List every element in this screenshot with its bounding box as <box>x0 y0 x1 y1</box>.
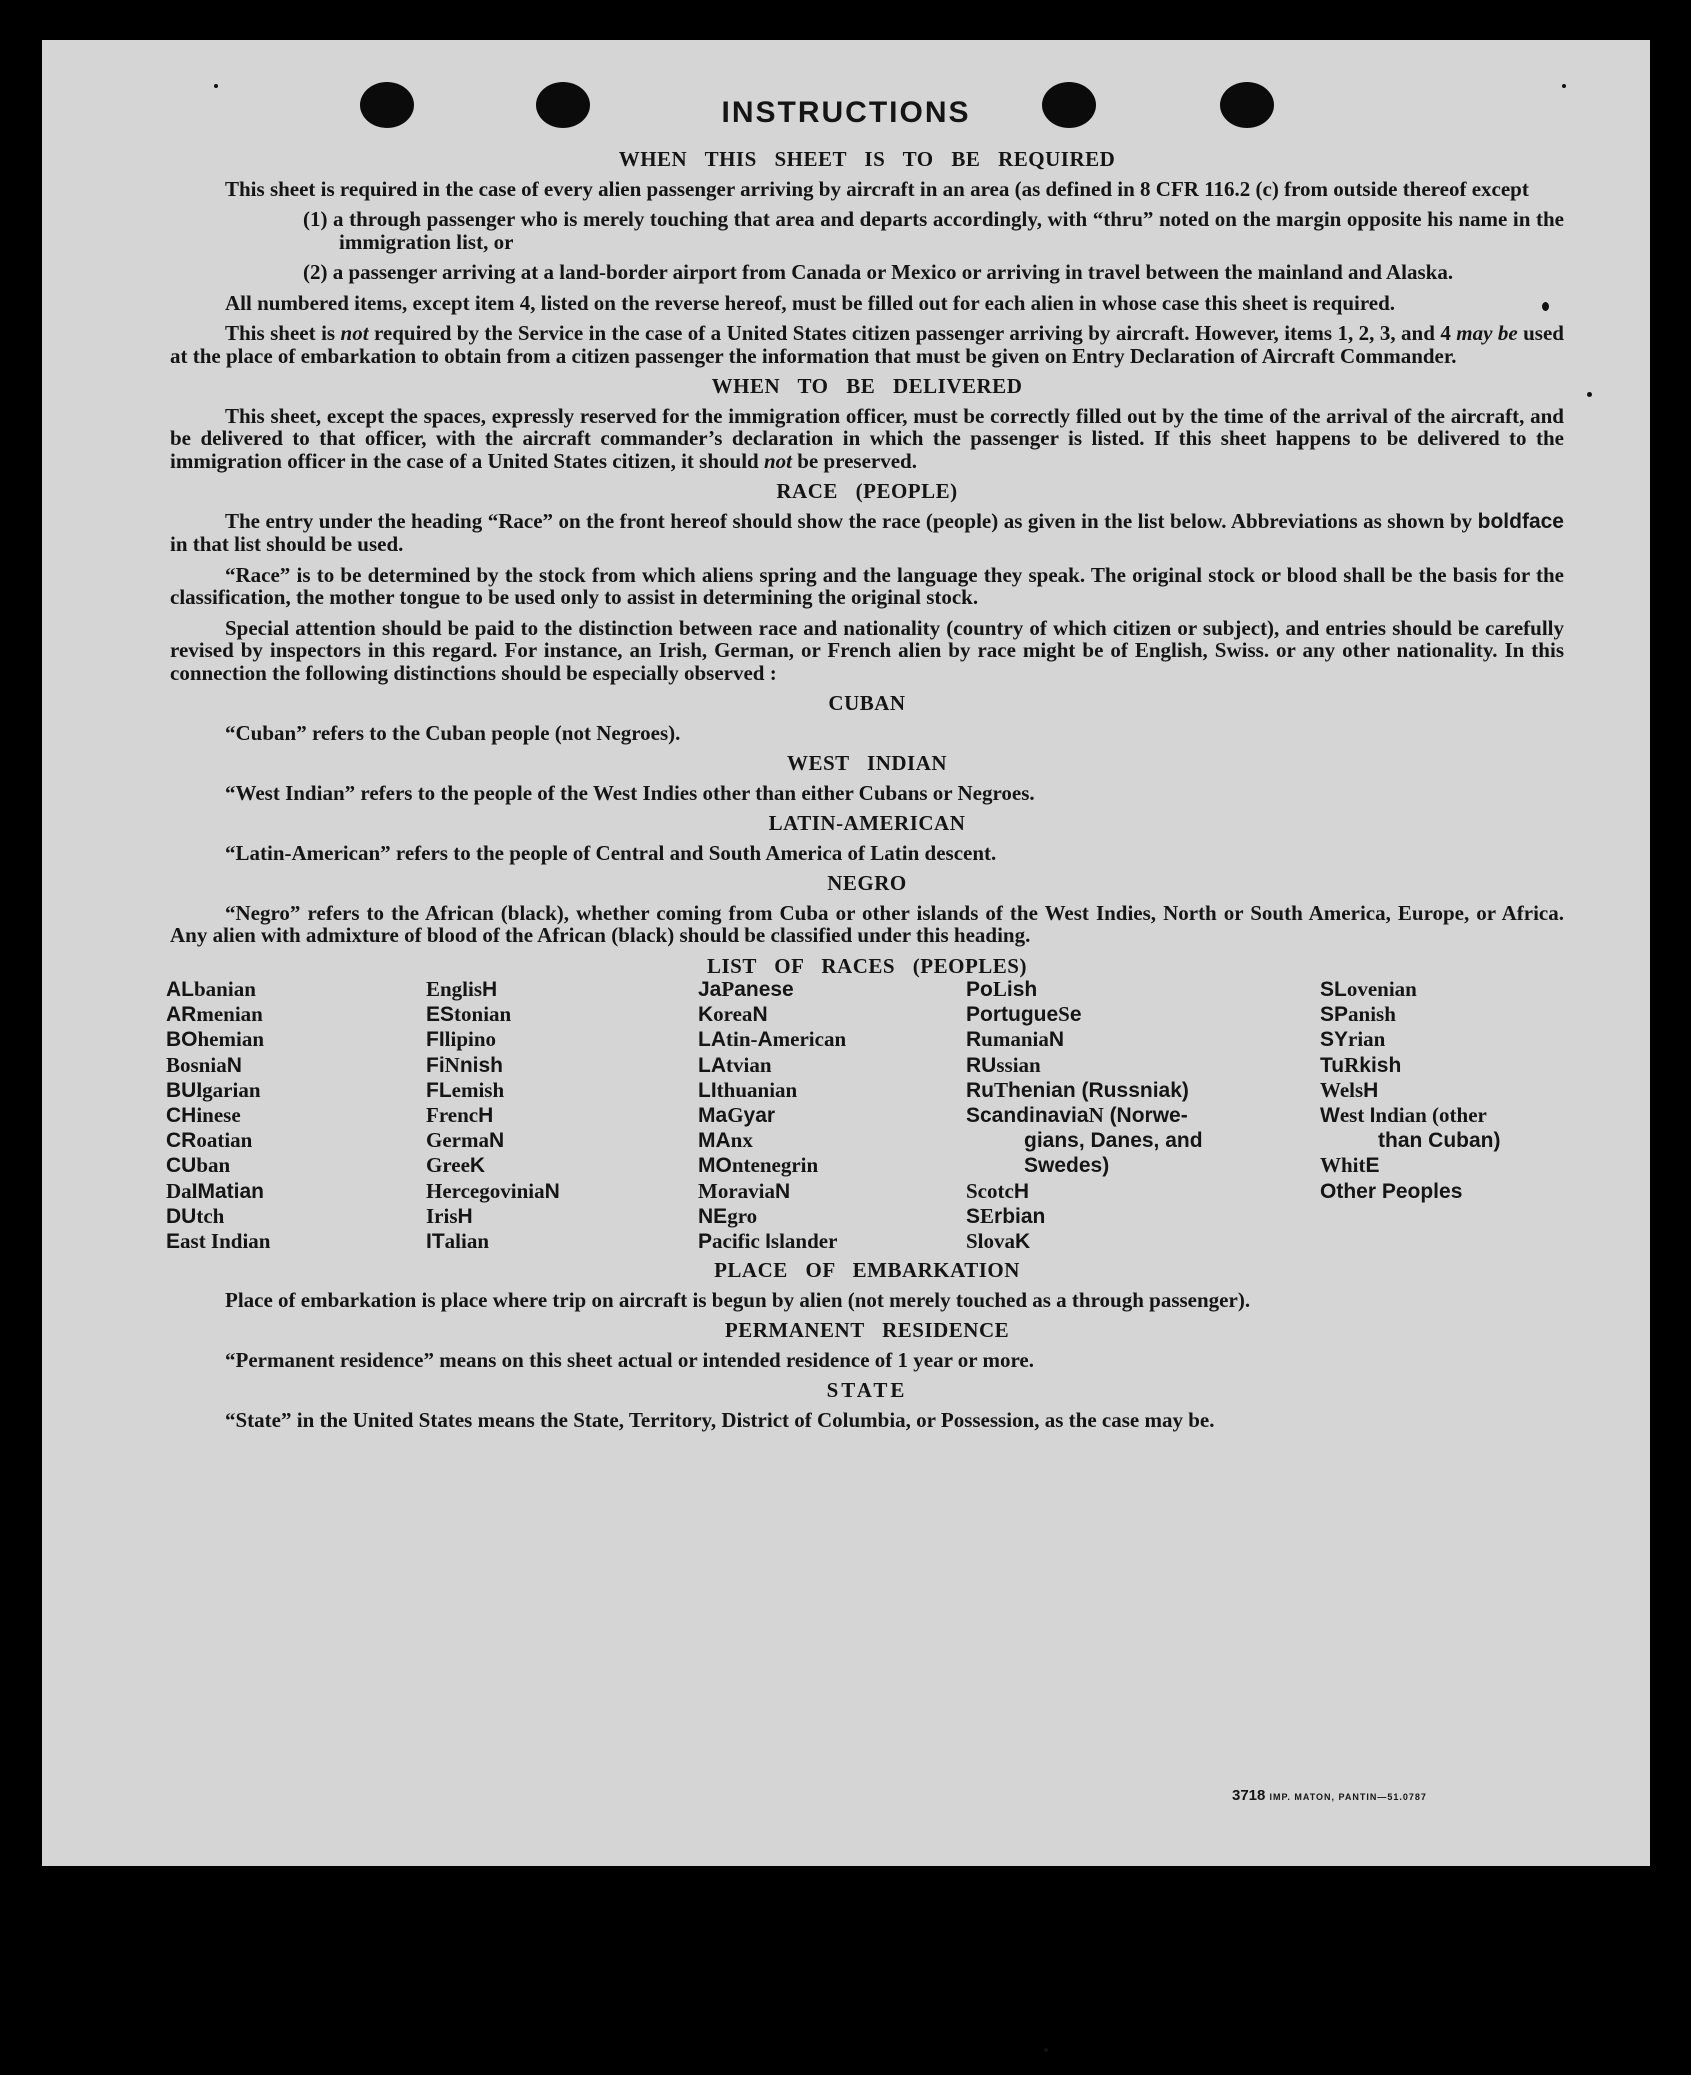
race-abbreviation: AL <box>166 978 194 1001</box>
race-entry <box>166 1229 270 1254</box>
race-abbreviation: Portugue <box>966 1003 1059 1027</box>
race-text: inese <box>196 1102 241 1127</box>
text-run: be preserved. <box>791 448 917 473</box>
emphasis: not <box>763 448 792 473</box>
race-entry <box>966 977 1256 1002</box>
race-text: Frenc <box>426 1102 479 1127</box>
race-entry <box>426 1103 560 1128</box>
race-text: R <box>1344 1052 1360 1077</box>
race-entry <box>966 1204 1256 1229</box>
race-abbreviation: W <box>1320 1103 1340 1127</box>
race-column <box>698 977 846 1254</box>
heading-cuban: CUBAN <box>828 691 906 715</box>
race-text: slander <box>770 1228 838 1253</box>
race-entry <box>1320 977 1564 1002</box>
scan-speck <box>1562 84 1566 88</box>
race-column <box>166 977 270 1254</box>
race-entry <box>698 1053 846 1078</box>
heading-race: RACE (PEOPLE) <box>776 479 958 503</box>
race-abbreviation: AR <box>166 1003 197 1027</box>
race-abbreviation: E <box>166 1229 181 1253</box>
heading-when-delivered: WHEN TO BE DELIVERED <box>711 374 1023 398</box>
race-abbreviation: FL <box>426 1078 452 1102</box>
race-entry <box>698 977 846 1002</box>
form-number: 3718 <box>1232 1787 1266 1804</box>
page-title: INSTRUCTIONS <box>721 96 971 129</box>
race-entry <box>698 1128 846 1153</box>
heading-negro: NEGRO <box>827 871 907 895</box>
race-text: alian <box>444 1228 490 1253</box>
text-run: required by the Service in the case of a United States citizen passenger arriving by aircraft. However, items 1, 2, 3, and 4 <box>368 321 1457 345</box>
race-abbreviation: BU <box>166 1078 197 1102</box>
paragraph: “Race” is to be determined by the stock from which aliens spring and the language they speak. The original stock or blood shall be the basis for the classification, the mother tongue to be used only to assist in determining the original stock. <box>170 562 1564 609</box>
race-entry <box>1320 1153 1564 1178</box>
race-text: tin- <box>726 1027 758 1052</box>
race-abbreviation: (Norwe- <box>1103 1103 1188 1127</box>
race-entry <box>698 1103 846 1128</box>
scan-speck <box>214 84 218 88</box>
paragraph: Place of embarkation is place where trip on aircraft is begun by alien (not merely touched as a through passenger). <box>225 1287 1251 1312</box>
race-abbreviation: K <box>1015 1229 1031 1253</box>
race-entry <box>966 1128 1256 1153</box>
race-text: tvian <box>726 1052 772 1077</box>
race-abbreviation: K <box>469 1154 486 1178</box>
race-entry <box>426 1204 560 1229</box>
race-column <box>1320 977 1564 1204</box>
race-entry <box>426 1078 560 1103</box>
race-entry <box>166 1027 270 1052</box>
race-text: N <box>444 1052 460 1077</box>
race-abbreviation: LA <box>698 1028 726 1052</box>
race-text: ssian <box>996 1052 1041 1077</box>
race-abbreviation: CH <box>166 1103 197 1127</box>
race-abbreviation: A <box>757 1028 773 1052</box>
race-entry <box>166 1204 270 1229</box>
race-entry <box>426 1002 560 1027</box>
race-abbreviation: Swedes) <box>1024 1154 1110 1178</box>
paragraph: All numbered items, except item 4, listed on the reverse hereof, must be filled out for each alien in whose case this sheet is required. <box>225 290 1396 315</box>
race-abbreviation: S <box>966 1204 981 1228</box>
race-abbreviation: N <box>752 1003 768 1027</box>
race-abbreviation: BO <box>166 1028 198 1052</box>
scan-speck <box>1542 302 1549 311</box>
race-abbreviation: LA <box>698 1053 726 1077</box>
race-abbreviation: henian (Russniak) <box>1008 1078 1189 1102</box>
race-entry <box>166 1002 270 1027</box>
race-text: Wels <box>1320 1077 1364 1102</box>
race-text: ban <box>196 1153 231 1178</box>
race-text: hemian <box>197 1027 265 1052</box>
race-abbreviation: than Cuban) <box>1378 1129 1501 1153</box>
race-abbreviation: Ja <box>698 978 722 1001</box>
paragraph <box>170 322 1564 367</box>
race-entry <box>166 1103 270 1128</box>
race-entry <box>1320 1053 1564 1078</box>
race-abbreviation: IT <box>426 1229 445 1253</box>
race-entry <box>426 1179 560 1204</box>
race-text: Iris <box>426 1203 458 1228</box>
race-text: orea <box>713 1002 753 1027</box>
race-abbreviation: H <box>1013 1179 1029 1203</box>
text-run: The entry under the heading “Race” on the front hereof should show the race (people) as given in the list below. Abbreviations as shown by <box>225 508 1478 533</box>
race-abbreviation: nish <box>459 1053 504 1077</box>
emphasis: may be <box>1456 321 1518 345</box>
race-entry <box>166 1128 270 1153</box>
race-abbreviation: MA <box>698 1129 731 1153</box>
emphasis: not <box>340 321 369 345</box>
race-entry <box>966 1053 1256 1078</box>
race-abbreviation: gians, Danes, and <box>1024 1129 1203 1153</box>
race-entry <box>698 1153 846 1178</box>
paragraph: “West Indian” refers to the people of the West Indies other than either Cubans or Negroes. <box>225 780 1035 805</box>
race-text: Gree <box>426 1153 470 1178</box>
heading-west-indian: WEST INDIAN <box>786 751 948 775</box>
race-entry <box>966 1027 1256 1052</box>
race-text: G <box>727 1102 744 1127</box>
paragraph: Special attention should be paid to the distinction between race and nationality (country of which citizen or subject), and entries should be carefully revised by inspectors in this regard. For instance, an Irish, German, or French alien by race might be of English, Swiss. or any other nationality. In this connection the following distinctions should be especially observed : <box>170 615 1564 685</box>
race-entry <box>698 1229 846 1254</box>
race-text: umania <box>981 1027 1049 1052</box>
race-entry <box>966 1078 1256 1103</box>
boldface-word: boldface <box>1477 509 1564 533</box>
race-abbreviation: CU <box>166 1154 197 1178</box>
race-abbreviation: H <box>482 978 498 1001</box>
race-abbreviation: SP <box>1320 1003 1349 1027</box>
race-text: P <box>721 977 735 1001</box>
race-text: emish <box>451 1077 505 1102</box>
instructions-body <box>166 142 1564 1439</box>
race-text: est <box>1339 1102 1370 1127</box>
race-entry <box>698 1179 846 1204</box>
race-text: Hercegovinia <box>426 1178 545 1203</box>
race-entry <box>966 1153 1256 1178</box>
paragraph: “Negro” refers to the African (black), whether coming from Cuba or other islands of the West Indies, North or South America, Europe, or Africa. Any alien with admixture of blood of the African (black) should be classified under this heading. <box>170 900 1564 947</box>
race-abbreviation: R <box>966 1028 982 1052</box>
race-abbreviation: CR <box>166 1129 197 1153</box>
race-entry <box>166 1153 270 1178</box>
race-abbreviation: N <box>226 1053 242 1077</box>
race-abbreviation: K <box>698 1003 714 1027</box>
paragraph: “Permanent residence” means on this sheet actual or intended residence of 1 year or more. <box>225 1347 1034 1372</box>
race-text: E <box>980 1203 995 1228</box>
text-run: used at the place of embarkation to obtain from a citizen passenger the information that must be given on Entry Declaration of Aircraft Commander. <box>170 321 1564 368</box>
paragraph: “Latin-American” refers to the people of Central and South America of Latin descent. <box>225 840 997 865</box>
text-run: This sheet is <box>225 321 341 345</box>
race-text: acific <box>712 1228 766 1253</box>
race-entry <box>166 1078 270 1103</box>
race-abbreviation: E <box>1365 1154 1380 1178</box>
race-abbreviation: anese <box>734 978 794 1001</box>
race-column <box>966 977 1256 1254</box>
race-entry <box>1320 1027 1564 1052</box>
race-text: Englis <box>426 977 483 1001</box>
race-abbreviation: SY <box>1320 1028 1349 1052</box>
race-entry <box>966 1179 1256 1204</box>
race-abbreviation: MO <box>698 1154 732 1178</box>
race-entry <box>426 1027 560 1052</box>
race-entry <box>426 977 560 1002</box>
list-item: (2) a passenger arriving at a land-border airport from Canada or Mexico or arriving in travel between the mainland and Alaska. <box>303 260 1454 284</box>
race-abbreviation: H <box>457 1204 473 1228</box>
race-abbreviation: yar <box>743 1103 776 1127</box>
paragraph <box>170 405 1564 473</box>
race-entry <box>166 977 270 1002</box>
race-entry <box>1320 1103 1564 1128</box>
list-item: (1) a through passenger who is merely touching that area and departs accordingly, with “thru” noted on the margin opposite his name in the immigration list, or <box>303 207 1564 254</box>
race-text: tch <box>196 1203 225 1228</box>
race-abbreviation: N <box>774 1179 791 1203</box>
race-entry <box>1320 1179 1564 1204</box>
race-abbreviation: e <box>1069 1003 1082 1027</box>
race-text: Dal <box>166 1178 198 1203</box>
race-abbreviation: Fi <box>426 1053 445 1077</box>
race-text: Whit <box>1320 1153 1366 1178</box>
race-text: thuanian <box>716 1077 798 1102</box>
paragraph: “Cuban” refers to the Cuban people (not Negroes). <box>225 720 681 745</box>
race-column <box>426 977 560 1254</box>
race-abbreviation: Scandinavia <box>966 1103 1089 1127</box>
race-abbreviation: I <box>765 1229 771 1253</box>
race-text: menian <box>196 1002 263 1027</box>
race-entry <box>698 1027 846 1052</box>
heading-residence: PERMANENT RESIDENCE <box>724 1318 1010 1342</box>
race-entry <box>698 1204 846 1229</box>
race-abbreviation: DU <box>166 1204 197 1228</box>
race-entry <box>426 1053 560 1078</box>
race-entry <box>166 1179 270 1204</box>
race-abbreviation: Matian <box>197 1179 265 1203</box>
scan-speck <box>1044 2048 1048 2052</box>
race-text: T <box>994 1077 1009 1102</box>
race-text: ntenegrin <box>731 1153 819 1178</box>
heading-when-required: WHEN THIS SHEET IS TO BE REQUIRED <box>618 147 1116 171</box>
race-entry <box>698 1078 846 1103</box>
race-text: tonian <box>454 1002 512 1027</box>
race-text: N <box>1088 1102 1104 1127</box>
document-sheet <box>42 40 1650 1866</box>
race-abbreviation: kish <box>1359 1053 1402 1077</box>
race-text: rian <box>1348 1027 1386 1052</box>
race-abbreviation: Tu <box>1320 1053 1345 1077</box>
printer-name: IMP. MATON, PANTIN—51.0787 <box>1269 1792 1427 1802</box>
race-text: nx <box>730 1128 753 1153</box>
race-text: ovenian <box>1346 977 1417 1001</box>
race-text: anish <box>1348 1002 1396 1027</box>
race-text: Scotc <box>966 1178 1014 1203</box>
heading-latin-american: LATIN-AMERICAN <box>768 811 966 835</box>
race-text: merican <box>772 1027 847 1052</box>
race-abbreviation: Ru <box>966 1078 994 1102</box>
race-entry <box>966 1229 1256 1254</box>
race-entry <box>426 1153 560 1178</box>
text-run: in that list should be used. <box>170 532 404 556</box>
race-abbreviation: H <box>1363 1078 1379 1102</box>
race-abbreviation: RU <box>966 1053 997 1077</box>
race-text: lipino <box>444 1027 497 1052</box>
race-abbreviation: P <box>698 1229 713 1253</box>
race-text: Bosnia <box>166 1052 227 1077</box>
race-entry <box>426 1128 560 1153</box>
race-text: lgarian <box>196 1077 261 1102</box>
race-abbreviation: ish <box>1006 978 1038 1001</box>
race-entry <box>1320 1002 1564 1027</box>
race-list <box>166 977 1564 1253</box>
race-text: ast Indian <box>180 1228 271 1253</box>
text-run: This sheet, except the spaces, expressly reserved for the immigration officer, must be correctly filled out by the time of the arrival of the aircraft, and be delivered to that officer, with the aircraft commander’s declaration in which the passenger is listed. If this sheet happens to be delivered to the immigration officer in the case of a United States citizen, it should <box>170 403 1564 473</box>
race-abbreviation: NE <box>698 1204 728 1228</box>
race-entry <box>426 1229 560 1254</box>
paragraph <box>170 510 1564 556</box>
heading-list-of-races: LIST OF RACES (PEOPLES) <box>707 953 1027 978</box>
race-text: S <box>1058 1002 1070 1027</box>
race-abbreviation: I <box>1369 1103 1376 1127</box>
race-abbreviation: N <box>544 1179 560 1203</box>
race-abbreviation: FI <box>426 1028 445 1052</box>
race-text: Germa <box>426 1128 489 1153</box>
race-text: ndian (other <box>1375 1102 1487 1127</box>
race-abbreviation: rbian <box>994 1204 1046 1228</box>
paragraph: “State” in the United States means the State, Territory, District of Columbia, or Possession, as the case may be. <box>225 1407 1215 1432</box>
race-entry <box>698 1002 846 1027</box>
race-entry <box>1320 1078 1564 1103</box>
heading-embarkation: PLACE OF EMBARKATION <box>714 1258 1020 1282</box>
heading-state: STATE <box>826 1378 908 1402</box>
race-abbreviation: LI <box>698 1078 717 1102</box>
race-abbreviation: ES <box>426 1003 455 1027</box>
race-text: oatian <box>196 1128 253 1153</box>
race-abbreviation: Ma <box>698 1103 728 1127</box>
race-text: Slova <box>966 1228 1016 1253</box>
race-entry <box>1320 1128 1564 1153</box>
printer-imprint <box>1232 1787 1427 1804</box>
race-abbreviation: N <box>488 1129 505 1153</box>
race-entry <box>966 1103 1256 1128</box>
race-text: L <box>992 977 1007 1001</box>
race-entry <box>966 1002 1256 1027</box>
race-text: Moravia <box>698 1178 775 1203</box>
race-abbreviation: SL <box>1320 978 1347 1001</box>
race-text: gro <box>727 1203 758 1228</box>
race-abbreviation: H <box>478 1103 494 1127</box>
race-abbreviation: Other Peoples <box>1320 1179 1463 1203</box>
paragraph: This sheet is required in the case of every alien passenger arriving by aircraft in an area (as defined in 8 CFR 116.2 (c) from outside thereof except <box>225 176 1529 201</box>
race-text: banian <box>194 977 256 1001</box>
race-abbreviation: Po <box>966 978 993 1001</box>
race-abbreviation: N <box>1048 1028 1065 1052</box>
race-entry <box>166 1053 270 1078</box>
scan-speck <box>1587 392 1592 397</box>
